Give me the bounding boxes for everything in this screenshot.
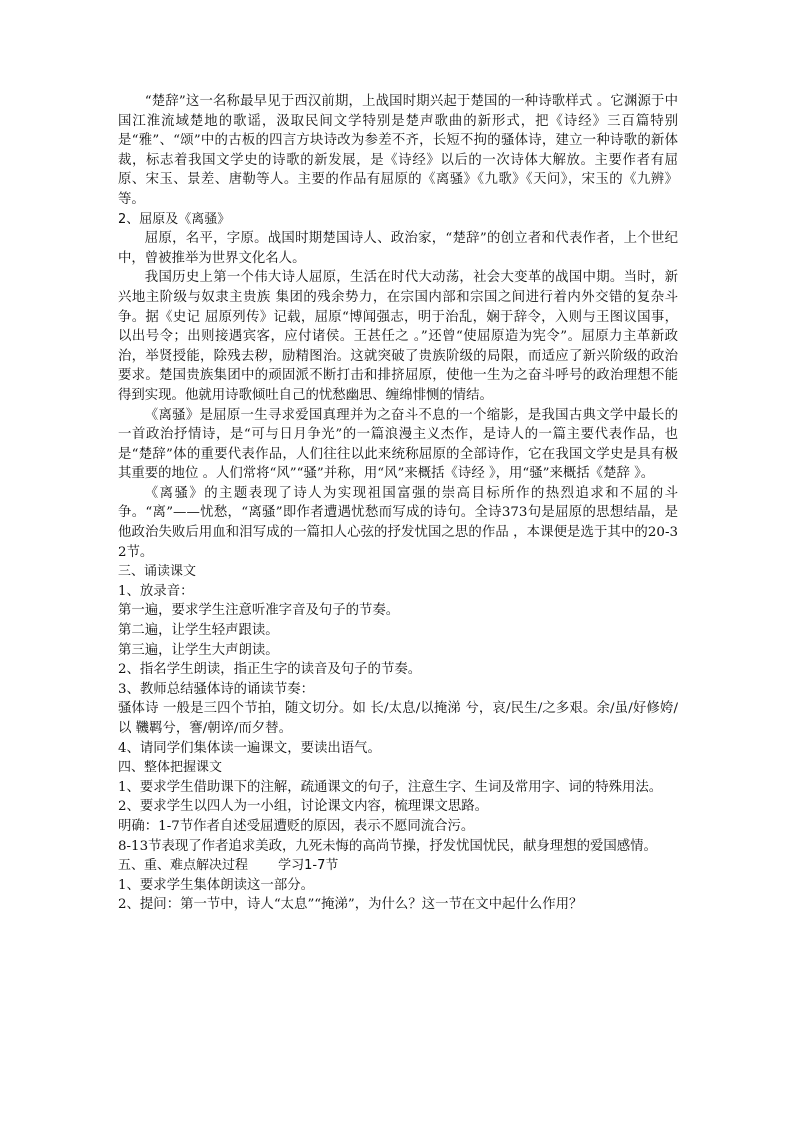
list-item: 1、放录音： (118, 583, 194, 599)
list-item: 4、请同学们集体读一遍课文，要读出语气。 (118, 740, 381, 756)
section-heading-recite: 三、诵读课文 (118, 564, 197, 580)
lisao-intro-paragraph: 《离骚》是屈原一生寻求爱国真理并为之奋斗不息的一个缩影，是我国古典文学中最长的一首政治抒情诗，是“可与日月争光”的一篇浪漫主义杰作，是诗人的一篇主要代表作品，也是“楚辞”体的重要代表作品，人们往往以此来统称屈原的全部诗作，它在我国文学史是具有极其重要的地位 。人们常将“风”“骚”并称，用“风”来概括《诗经 》，用“骚”来概括《楚辞 》。 (118, 407, 678, 482)
list-item: 1、要求学生借助课下的注解，疏通课文的句子，注意生字、生词及常用字、词的特殊用法。 (118, 779, 663, 795)
rhythm-example: 骚体诗 一般是三四个节拍，随文切分。如 长/太息/以掩涕 兮，哀/民生/之多艰。余/虽/好修姱/以 鞿羁兮，謇/朝谇/而夕替。 (118, 701, 678, 736)
list-item: 1、要求学生集体朗读这一部分。 (118, 877, 314, 893)
list-item: 第二遍，让学生轻声跟读。 (118, 623, 279, 639)
quyuan-bio-paragraph: 屈原，名平，字原。战国时期楚国诗人、政治家，“楚辞”的创立者和代表作者，上个世纪中，曾被推举为世界文化名人。 (118, 231, 678, 266)
list-item: 第三遍，让学生大声朗读。 (118, 642, 279, 658)
quyuan-history-paragraph: 我国历史上第一个伟大诗人屈原，生活在时代大动荡，社会大变革的战国中期。当时，新兴地主阶级与奴隶主贵族 集团的残余势力，在宗国内部和宗国之间进行着内外交错的复杂斗争。据《史记 屈原列传》记载，屈原“博闻强志，明于治乱，娴于辞令，入则与王图议国事，以出号令；出则接遇宾客，应付诸侯。王甚任之 。”还曾“使屈原造为宪令”。屈原力主革新政治，举贤授能，除残去秽，励精图治。这就突破了贵族阶级的局限，而适应了新兴阶级的政治要求。楚国贵族集团中的顽固派不断打击和排挤屈原，使他一生为之奋斗呼号的政治理想不能得到实现。他就用诗歌倾吐自己的忧愁幽思、缠绵悱恻的情结。 (118, 270, 678, 403)
lisao-theme-paragraph: 《离骚》的主题表现了诗人为实现祖国富强的崇高目标所作的热烈追求和不屈的斗争。“离”——忧愁，“离骚”即作者遭遇忧愁而写成的诗句。全诗373句是屈原的思想结晶，是他政治失败后用血和泪写成的一篇扣人心弦的抒发忧国之思的作品 ，本课便是选于其中的20-32节。 (118, 485, 678, 560)
intro-paragraph: “楚辞”这一名称最早见于西汉前期，上战国时期兴起于楚国的一种诗歌样式 。它渊源于中国江淮流域楚地的歌谣，汲取民间文学特别是楚声歌曲的新形式，把《诗经》三百篇特别是“雅”、“颂”中的古板的四言方块诗改为参差不齐，长短不拘的骚体诗，建立一种诗歌的新体裁，标志着我国文学史的诗歌的新发展，是《诗经》以后的一次诗体大解放。主要作者有屈原、宋玉、景差、唐勒等人。主要的作品有屈原的《离骚》《九歌》《天问》，宋玉的《九辨》等。 (118, 94, 678, 207)
section-heading-overview: 四、整体把握课文 (118, 760, 223, 776)
section-heading-keypoints: 五、重、难点解决过程 学习1-7节 (118, 858, 339, 874)
list-item: 2、指名学生朗读，指正生字的读音及句子的节奏。 (118, 662, 422, 678)
list-item: 2、提问：第一节中，诗人“太息”“掩涕”，为什么？这一节在文中起什么作用？ (118, 897, 583, 913)
list-item: 第一遍，要求学生注意听准字音及句子的节奏。 (118, 603, 400, 619)
list-item: 明确：1-7节作者自述受屈遭贬的原因，表示不愿同流合污。 (118, 818, 475, 834)
list-item: 8-13节表现了作者追求美政，九死未悔的高尚节操，抒发忧国忧民，献身理想的爱国感情。 (118, 838, 657, 854)
document-page (118, 92, 678, 915)
list-item: 2、要求学生以四人为一小组，讨论课文内容，梳理课文思路。 (118, 799, 489, 815)
list-item: 3、教师总结骚体诗的诵读节奏： (118, 681, 314, 697)
section-heading-quyuan: 2、屈原及《离骚》 (118, 211, 231, 227)
